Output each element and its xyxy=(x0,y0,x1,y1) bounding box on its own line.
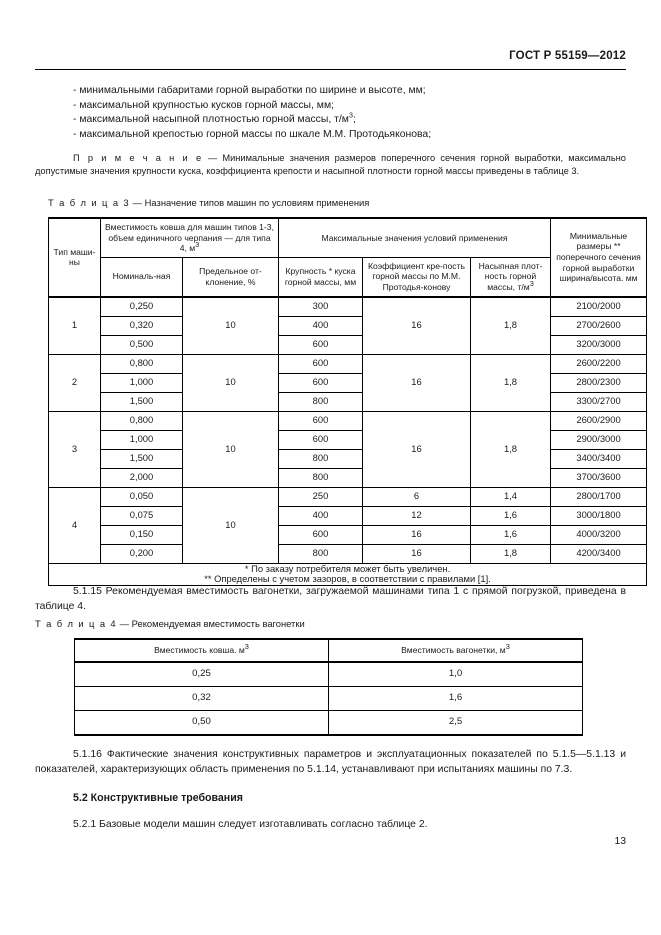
cell-machine-type: 4 xyxy=(49,487,101,563)
list-item: - максимальной крепостью горной массы по шкале М.М. Протодьяконова; xyxy=(73,128,432,140)
cell-nominal: 0,800 xyxy=(101,354,183,373)
section-heading-5-2: 5.2 Конструктивные требования xyxy=(73,791,243,804)
list-item xyxy=(35,110,626,128)
table-row xyxy=(49,335,647,354)
cell-bulk-density: 1,8 xyxy=(471,411,551,487)
th-bucket-capacity-text: Вместимость ковша. м xyxy=(154,645,245,656)
cell-deviation: 10 xyxy=(183,487,279,563)
superscript: 3 xyxy=(505,642,510,652)
th-max-conditions-group: Максимальные значения условий применения xyxy=(279,218,551,257)
cell-dims: 3400/3400 xyxy=(551,449,647,468)
requirements-bullet-list xyxy=(35,84,626,142)
cell-dims: 3200/3000 xyxy=(551,335,647,354)
table-row xyxy=(49,449,647,468)
footnote-1: * По заказу потребителя может быть увеличен. xyxy=(244,562,451,574)
table3-footnotes xyxy=(49,563,647,585)
cell-lump: 400 xyxy=(279,506,363,525)
table-machine-type-applications xyxy=(48,217,647,586)
cell-bucket-capacity: 0,50 xyxy=(75,711,329,736)
cell-nominal: 0,200 xyxy=(101,544,183,563)
cell-nominal: 0,075 xyxy=(101,506,183,525)
cell-lump: 600 xyxy=(279,335,363,354)
cell-machine-type: 1 xyxy=(49,297,101,355)
cell-nominal: 0,500 xyxy=(101,335,183,354)
cell-strength: 16 xyxy=(363,297,471,355)
paragraph-5-2-1: 5.2.1 Базовые модели машин следует изготавливать согласно таблице 2. xyxy=(73,818,428,830)
cell-nominal: 2,000 xyxy=(101,468,183,487)
standard-number: ГОСТ Р 55159—2012 xyxy=(509,50,626,62)
table-row xyxy=(49,430,647,449)
header-divider xyxy=(35,69,626,70)
cell-strength: 16 xyxy=(363,544,471,563)
cell-lump: 800 xyxy=(279,544,363,563)
cell-lump: 600 xyxy=(279,525,363,544)
superscript: 3 xyxy=(244,642,249,652)
footnote-2: ** Определены с учетом зазоров, в соответствии с правилами [1]. xyxy=(204,573,491,585)
table-row xyxy=(75,711,583,736)
table-row xyxy=(49,316,647,335)
note-paragraph xyxy=(35,152,626,177)
paragraph-5-1-16: 5.1.16 Фактические значения конструктивных параметров и эксплуатационных показателей по 5.1.5—5.1.13 и показателей, характеризующих область применения по 5.1.14, устанавливают при испытаниях машины по 7.3. xyxy=(35,749,626,775)
th-wagon-capacity-text: Вместимость вагонетки, м xyxy=(401,645,506,656)
cell-lump: 250 xyxy=(279,487,363,506)
cell-lump: 400 xyxy=(279,316,363,335)
th-bucket-capacity-group xyxy=(101,218,279,257)
paragraph-5-1-15-block xyxy=(35,585,626,615)
list-item-text: - максимальной насыпной плотностью горной массы, т/м xyxy=(73,114,349,126)
cell-dims: 2800/1700 xyxy=(551,487,647,506)
cell-strength: 16 xyxy=(363,411,471,487)
cell-dims: 3000/1800 xyxy=(551,506,647,525)
note-label: П р и м е ч а н и е xyxy=(73,153,203,164)
table3-caption-text: — Назначение типов машин по условиям применения xyxy=(130,197,370,208)
table3-body xyxy=(49,297,647,586)
cell-nominal: 1,000 xyxy=(101,373,183,392)
table-row xyxy=(75,662,583,687)
cell-nominal: 0,150 xyxy=(101,525,183,544)
cell-strength: 12 xyxy=(363,506,471,525)
cell-dims: 4000/3200 xyxy=(551,525,647,544)
cell-lump: 600 xyxy=(279,373,363,392)
table-row xyxy=(49,392,647,411)
superscript: 3 xyxy=(195,240,200,250)
cell-machine-type: 2 xyxy=(49,354,101,411)
table-row xyxy=(49,506,647,525)
table3-caption-label: Т а б л и ц а 3 xyxy=(48,197,131,208)
cell-wagon-capacity: 2,5 xyxy=(329,711,583,736)
table3-footnote-row xyxy=(49,563,647,585)
table-recommended-wagon-capacity xyxy=(74,638,583,736)
cell-nominal: 1,500 xyxy=(101,449,183,468)
cell-dims: 2600/2900 xyxy=(551,411,647,430)
page-header xyxy=(35,50,626,72)
table-row xyxy=(49,411,647,430)
closing-section xyxy=(35,748,626,832)
table4-body xyxy=(75,662,583,735)
cell-nominal: 1,000 xyxy=(101,430,183,449)
cell-nominal: 0,800 xyxy=(101,411,183,430)
cell-dims: 3700/3600 xyxy=(551,468,647,487)
table-row xyxy=(49,373,647,392)
cell-dims: 2600/2200 xyxy=(551,354,647,373)
table-row xyxy=(49,544,647,563)
cell-lump: 800 xyxy=(279,468,363,487)
cell-nominal: 0,320 xyxy=(101,316,183,335)
th-wagon-capacity xyxy=(329,639,583,662)
cell-bulk-density: 1,8 xyxy=(471,297,551,355)
table4-block xyxy=(35,618,626,736)
th-bulk-density-text: Насыпная плот-ность горной массы, т/м xyxy=(478,260,543,292)
cell-lump: 600 xyxy=(279,354,363,373)
table3-block xyxy=(48,197,641,586)
table4-caption-text: — Рекомендуемая вместимость вагонетки xyxy=(117,618,305,629)
cell-bucket-capacity: 0,25 xyxy=(75,662,329,687)
intro-section xyxy=(35,84,626,178)
cell-nominal: 0,050 xyxy=(101,487,183,506)
list-item-suffix: ; xyxy=(353,114,356,126)
cell-lump: 600 xyxy=(279,411,363,430)
cell-deviation: 10 xyxy=(183,411,279,487)
cell-nominal: 1,500 xyxy=(101,392,183,411)
list-item: - максимальной крупностью кусков горной массы, мм; xyxy=(73,99,334,111)
cell-strength: 16 xyxy=(363,354,471,411)
cell-machine-type: 3 xyxy=(49,411,101,487)
cell-wagon-capacity: 1,0 xyxy=(329,662,583,687)
table4-caption xyxy=(35,618,626,630)
cell-dims: 2800/2300 xyxy=(551,373,647,392)
list-item: - минимальными габаритами горной выработки по ширине и высоте, мм; xyxy=(73,85,426,96)
th-strength: Коэффициент кре-пость горной массы по М.М. Протодья-конову xyxy=(363,257,471,296)
table3-caption xyxy=(48,197,626,209)
cell-bulk-density: 1,6 xyxy=(471,525,551,544)
cell-bulk-density: 1,6 xyxy=(471,506,551,525)
cell-bucket-capacity: 0,32 xyxy=(75,687,329,711)
cell-lump: 300 xyxy=(279,297,363,317)
cell-bulk-density: 1,4 xyxy=(471,487,551,506)
cell-dims: 2900/3000 xyxy=(551,430,647,449)
cell-strength: 6 xyxy=(363,487,471,506)
cell-dims: 3300/2700 xyxy=(551,392,647,411)
th-machine-type: Тип маши-ны xyxy=(49,218,101,297)
cell-dims: 2100/2000 xyxy=(551,297,647,317)
cell-lump: 600 xyxy=(279,430,363,449)
cell-lump: 800 xyxy=(279,392,363,411)
cell-bulk-density: 1,8 xyxy=(471,544,551,563)
th-nominal: Номиналь-ная xyxy=(101,257,183,296)
cell-bulk-density: 1,8 xyxy=(471,354,551,411)
cell-dims: 2700/2600 xyxy=(551,316,647,335)
cell-wagon-capacity: 1,6 xyxy=(329,687,583,711)
page-number: 13 xyxy=(614,836,626,847)
table-row xyxy=(49,468,647,487)
superscript: 3 xyxy=(348,110,354,120)
th-bucket-capacity xyxy=(75,639,329,662)
cell-dims: 4200/3400 xyxy=(551,544,647,563)
note-text: — Минимальные значения размеров поперечного сечения горной выработки, максимально допустимые значения крупности куска, коэффициента крепости и насыпной плотности горной массы приведены в таблице 3. xyxy=(35,153,626,176)
th-bucket-capacity-text: Вместимость ковша для машин типов 1-3, объем единичного черпания — для типа 4, м xyxy=(105,222,274,254)
th-lump-size: Крупность * куска горной массы, мм xyxy=(279,257,363,296)
th-bulk-density xyxy=(471,257,551,296)
cell-nominal: 0,250 xyxy=(101,297,183,317)
th-deviation: Предельное от-клонение, % xyxy=(183,257,279,296)
table3-head xyxy=(49,218,647,297)
table-row xyxy=(49,354,647,373)
cell-deviation: 10 xyxy=(183,354,279,411)
th-min-dimensions: Минимальные размеры ** поперечного сечения горной выработки ширина/высота. мм xyxy=(551,218,647,297)
cell-strength: 16 xyxy=(363,525,471,544)
table-row xyxy=(75,687,583,711)
superscript: 3 xyxy=(529,279,534,289)
table-row xyxy=(49,525,647,544)
cell-lump: 800 xyxy=(279,449,363,468)
table-row xyxy=(49,297,647,317)
paragraph-5-1-15: 5.1.15 Рекомендуемая вместимость вагонетки, загружаемой машинами типа 1 с прямой погрузкой, приведена в таблице 4. xyxy=(35,586,626,612)
table-row xyxy=(49,487,647,506)
table4-caption-label: Т а б л и ц а 4 xyxy=(35,618,118,629)
cell-deviation: 10 xyxy=(183,297,279,355)
table4-head xyxy=(75,639,583,662)
